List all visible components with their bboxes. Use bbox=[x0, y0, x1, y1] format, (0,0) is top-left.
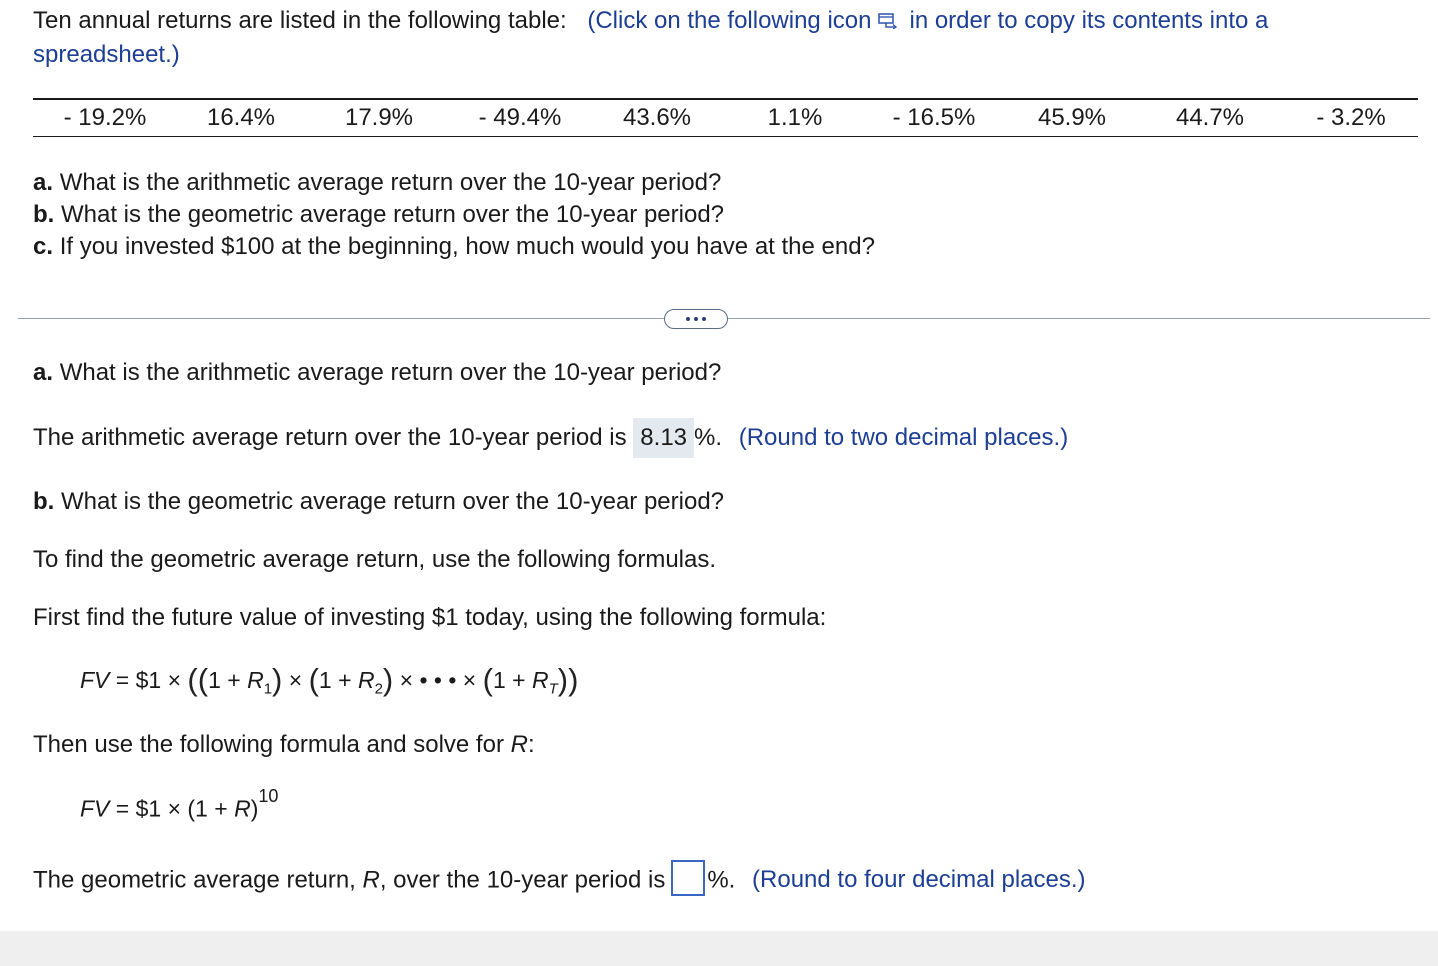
question-b: b. What is the geometric average return over the 10-year period? bbox=[33, 201, 725, 228]
more-button[interactable] bbox=[664, 309, 728, 329]
table-top-rule bbox=[33, 98, 1418, 100]
geometric-answer-input[interactable] bbox=[671, 860, 705, 896]
return-cell: - 16.5% bbox=[892, 104, 976, 131]
question-a: a. What is the arithmetic average return over the 10-year period? bbox=[33, 169, 722, 196]
return-cell: 43.6% bbox=[622, 104, 692, 131]
round-hint-a: (Round to two decimal places.) bbox=[738, 424, 1069, 451]
return-cell: 16.4% bbox=[206, 104, 276, 131]
return-cell: 1.1% bbox=[767, 104, 823, 131]
arithmetic-answer-value: 8.13 bbox=[633, 418, 694, 458]
part-a-question: a. What is the arithmetic average return over the 10-year period? bbox=[33, 359, 722, 386]
copy-spreadsheet-icon[interactable] bbox=[877, 5, 899, 23]
intro-line-1 bbox=[33, 4, 1268, 38]
solve-instructions: Then use the following formula and solve for R: bbox=[33, 731, 535, 758]
question-c: c. If you invested $100 at the beginning, how much would you have at the end? bbox=[33, 233, 875, 260]
fv-instructions: First find the future value of investing $1 today, using the following formula: bbox=[33, 604, 827, 631]
fv-product-formula: FV = $1 × ($(1 + R_1) \times (1 + R_2)$ × • • • × $(1 + R_T)$) bbox=[80, 662, 579, 698]
copy-link-text-2[interactable]: in order to copy its contents into a bbox=[909, 7, 1269, 34]
copy-link-text[interactable]: (Click on the following icon bbox=[587, 7, 872, 34]
ellipsis-icon bbox=[686, 317, 690, 321]
intro-text: Ten annual returns are listed in the following table: bbox=[33, 7, 567, 34]
return-cell: - 49.4% bbox=[478, 104, 562, 131]
part-a-answer-line: The arithmetic average return over the 10-year period is 8.13 %. (Round to two decimal places.) bbox=[33, 418, 1068, 458]
return-cell: - 3.2% bbox=[1316, 104, 1386, 131]
table-bottom-rule bbox=[33, 136, 1418, 137]
fv-compound-formula: FV = $1 × $(1 + R)^{10}$ bbox=[80, 786, 279, 822]
part-b-question: b. What is the geometric average return over the 10-year period? bbox=[33, 488, 725, 515]
return-cell: 44.7% bbox=[1175, 104, 1245, 131]
question-list bbox=[33, 167, 875, 263]
return-cell: - 19.2% bbox=[63, 104, 147, 131]
return-cell: 17.9% bbox=[344, 104, 414, 131]
round-hint-b: (Round to four decimal places.) bbox=[752, 866, 1086, 894]
return-cell: 45.9% bbox=[1037, 104, 1107, 131]
part-b-answer-line: The geometric average return, R, over the 10-year period is %. (Round to four decimal places.) bbox=[33, 863, 1086, 899]
geometric-instructions: To find the geometric average return, use the following formulas. bbox=[33, 546, 717, 573]
copy-link-text-3[interactable]: spreadsheet.) bbox=[33, 41, 180, 68]
footer-bar bbox=[0, 931, 1438, 966]
